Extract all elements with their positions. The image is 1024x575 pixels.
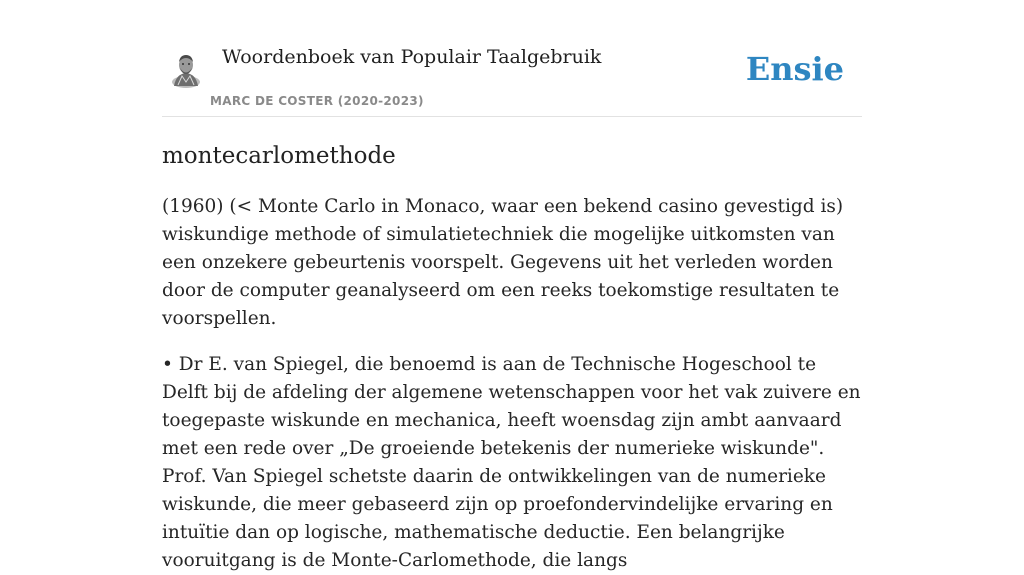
- entry-quote: • Dr E. van Spiegel, die benoemd is aan de Technische Hogeschool te Delft bij de afdeling der algemene wetenschappen voor het vak zuivere en toegepaste wiskunde en mechanica, heeft woensdag zijn ambt aanvaard met een rede over „De groeiende betekenis der numerieke wiskunde". Prof. Van Spiegel schetste daarin de ontwikkelingen van de numerieke wiskunde, die meer gebaseerd zijn op proefondervindelijke ervaring en intuïtie dan op logische, mathematische deductie. Een belangrijke vooruitgang is de Monte-Carlomethode, die langs: [162, 354, 861, 571]
- page-content: [162, 0, 862, 575]
- dictionary-header: [162, 0, 862, 117]
- ensie-logo[interactable]: Ensie: [745, 50, 844, 88]
- entry-term: montecarlomethode: [162, 143, 396, 169]
- dictionary-title[interactable]: Woordenboek van Populair Taalgebruik: [222, 46, 602, 68]
- author-credit[interactable]: MARC DE COSTER (2020-2023): [210, 94, 424, 108]
- portrait-engraving-icon: [170, 52, 202, 88]
- entry-definition: (1960) (< Monte Carlo in Monaco, waar een bekend casino gevestigd is) wiskundige methode of simulatietechniek die mogelijke uitkomsten van een onzekere gebeurtenis voorspelt. Gegevens uit het verleden worden door de computer geanalyseerd om een reeks toekomstige resultaten te voorspellen.: [162, 196, 844, 329]
